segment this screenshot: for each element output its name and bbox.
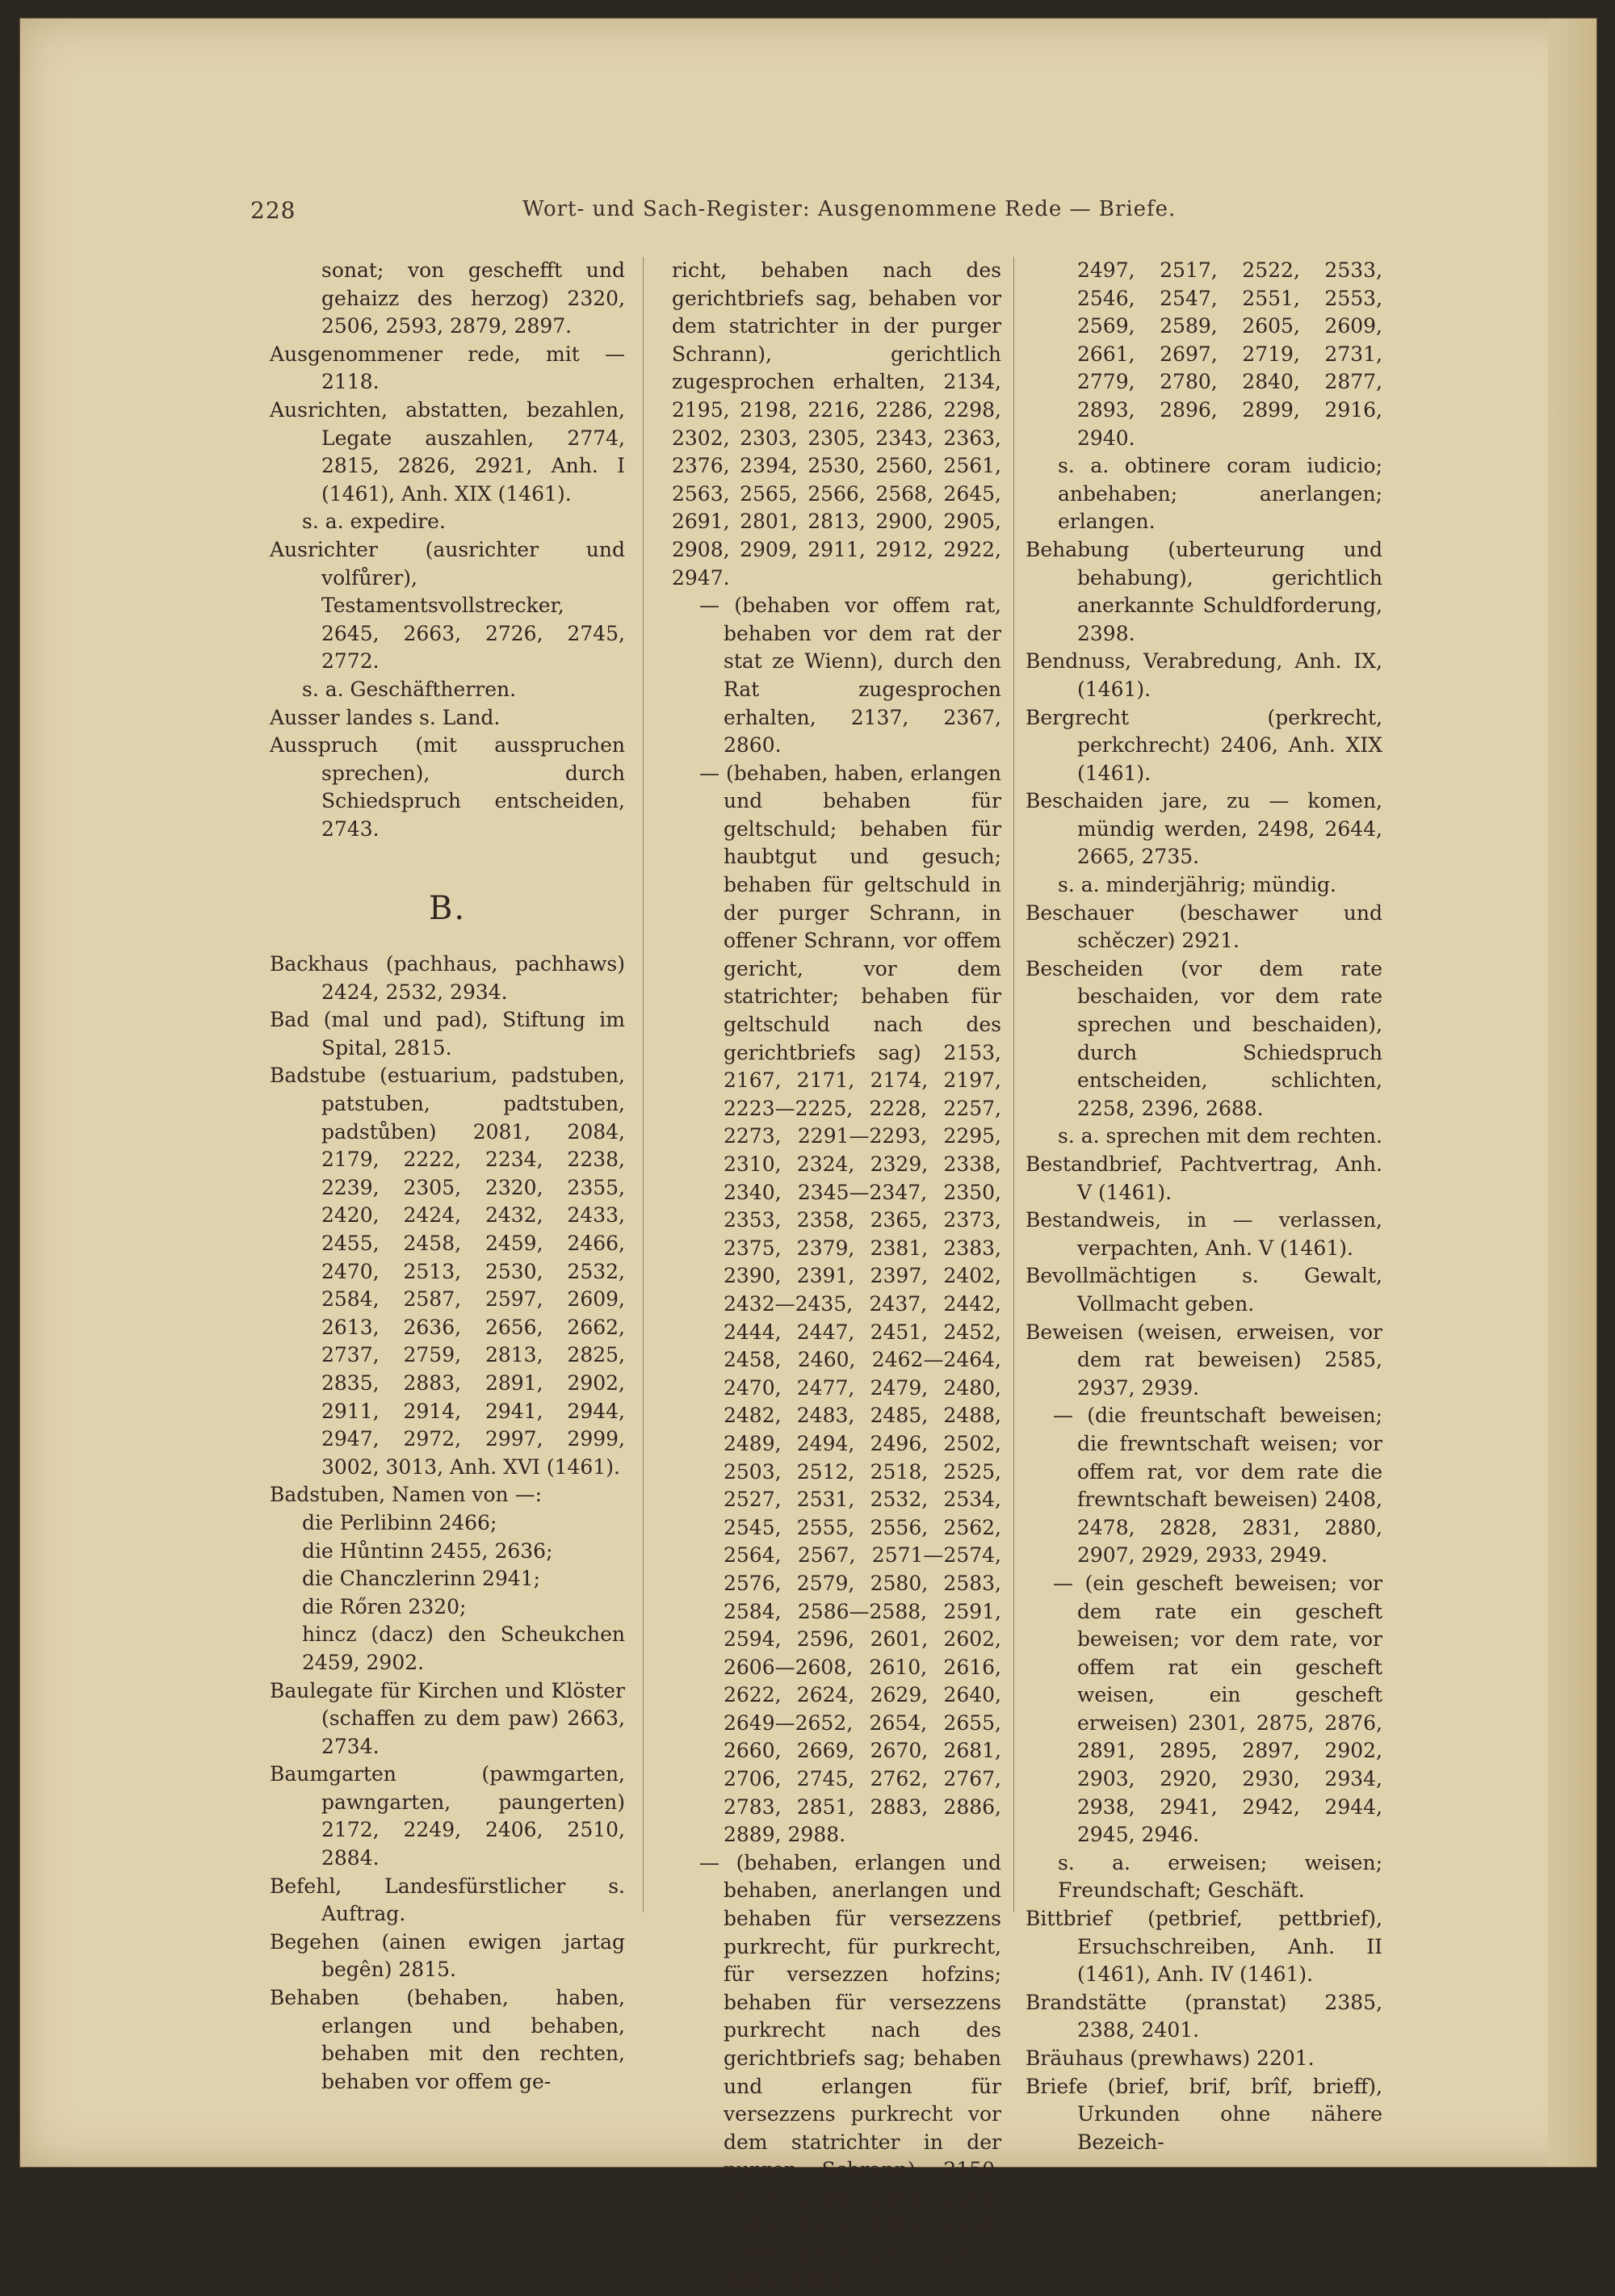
index-subentry: — (behaben vor offem rat, behaben vor dem rat der stat ze Wienn), durch den Rat zugesprochen erhalten, 2137, 2367, 2860.: [699, 594, 1001, 758]
index-subentry: die Rőren 2320;: [302, 1594, 467, 1618]
index-entry: Badstube (estuarium, padstuben, patstuben, padtstuben, padstůben) 2081, 2084, 2179, 2222, 2234, 2238, 2239, 2305, 2320, 2355, 2420, 2424, 2432, 2433, 2455, 2458, 2459, 2466, 2470, 2513, 2530, 2532, 2584, 2587, 2597, 2609, 2613, 2636, 2656, 2662, 2737, 2759, 2813, 2825, 2835, 2883, 2891, 2902, 2911, 2914, 2941, 2944, 2947, 2972, 2997, 2999, 3002, 3013, Anh. XVI (1461).: [270, 1064, 625, 1479]
index-column-3: [1026, 257, 1382, 2156]
index-entry: Badstuben, Namen von —:: [270, 1483, 543, 1507]
index-entry: Beschauer (beschawer und schěczer) 2921.: [1026, 900, 1382, 953]
index-subentry: — (ein gescheft beweisen; vor dem rate ein gescheft beweisen; vor dem rate, vor offem rat ein gescheft weisen, ein gescheft erweisen) 2301, 2875, 2876, 2891, 2895, 2897, 2902, 2903, 2920, 2930, 2934, 2938, 2941, 2942, 2944, 2945, 2946.: [1053, 1571, 1382, 1847]
index-entry-continuation: richt, behaben nach des gerichtbriefs sag, behaben vor dem statrichter in der purger Schrann), gerichtlich zugesprochen erhalten, 2134, 2195, 2198, 2216, 2286, 2298, 2302, 2303, 2305, 2343, 2363, 2376, 2394, 2530, 2560, 2561, 2563, 2565, 2566, 2568, 2645, 2691, 2801, 2813, 2900, 2905, 2908, 2909, 2911, 2912, 2922, 2947.: [672, 258, 1001, 590]
index-entry: Behaben (behaben, haben, erlangen und behaben, behaben mit den rechten, behaben vor offem ge-: [270, 1986, 625, 2093]
index-entry: Beweisen (weisen, erweisen, vor dem rat beweisen) 2585, 2937, 2939.: [1026, 1320, 1382, 1400]
index-entry: Ausrichten, abstatten, bezahlen, Legate auszahlen, 2774, 2815, 2826, 2921, Anh. I (1461), Anh. XIX (1461).: [270, 397, 625, 506]
index-subentry: — (behaben, haben, erlangen und behaben für geltschuld; behaben für haubtgut und gesuch; behaben für geltschuld in der purger Schrann, in offener Schrann, vor offem gericht, vor dem statrichter; behaben für geltschuld nach des gerichtbriefs sag) 2153, 2167, 2171, 2174, 2197, 2223—2225, 2228, 2257, 2273, 2291—2293, 2295, 2310, 2324, 2329, 2338, 2340, 2345—2347, 2350, 2353, 2358, 2365, 2373, 2375, 2379, 2381, 2383, 2390, 2391, 2397, 2402, 2432—2435, 2437, 2442, 2444, 2447, 2451, 2452, 2458, 2460, 2462—2464, 2470, 2477, 2479, 2480, 2482, 2483, 2485, 2488, 2489, 2494, 2496, 2502, 2503, 2512, 2518, 2525, 2527, 2531, 2532, 2534, 2545, 2555, 2556, 2562, 2564, 2567, 2571—2574, 2576, 2579, 2580, 2583, 2584, 2586—2588, 2591, 2594, 2596, 2601, 2602, 2606—2608, 2610, 2616, 2622, 2624, 2629, 2640, 2649—2652, 2654, 2655, 2660, 2669, 2670, 2681, 2706, 2745, 2762, 2767, 2783, 2851, 2883, 2886, 2889, 2988.: [699, 761, 1001, 1847]
index-entry: Befehl, Landesfürstlicher s. Auftrag.: [270, 1874, 625, 1926]
index-entry: Bestandbrief, Pachtvertrag, Anh. V (1461).: [1026, 1152, 1382, 1204]
page-number: 228: [250, 197, 296, 224]
index-entry-continuation: sonat; von geschefft und gehaizz des herzog) 2320, 2506, 2593, 2879, 2897.: [321, 258, 625, 338]
index-entry: Backhaus (pachhaus, pachhaws) 2424, 2532, 2934.: [270, 952, 625, 1004]
index-entry: Baulegate für Kirchen und Klöster (schaffen zu dem paw) 2663, 2734.: [270, 1678, 625, 1758]
index-entry: Ausrichter (ausrichter und volfůrer), Testamentsvollstrecker, 2645, 2663, 2726, 2745, 2772.: [270, 537, 625, 674]
index-entry: Begehen (ainen ewigen jartag begên) 2815.: [270, 1929, 625, 1982]
index-subentry: die Chanczlerinn 2941;: [302, 1567, 541, 1591]
index-entry: Bevollmächtigen s. Gewalt, Vollmacht geben.: [1026, 1264, 1382, 1316]
see-also-note: s. a. sprechen mit dem rechten.: [1058, 1124, 1382, 1148]
index-entry: Brandstätte (pranstat) 2385, 2388, 2401.: [1026, 1990, 1382, 2042]
index-entry: Bescheiden (vor dem rate beschaiden, vor dem rate sprechen und beschaiden), durch Schiedspruch entscheiden, schlichten, 2258, 2396, 2688.: [1026, 956, 1382, 1120]
index-entry: Ausser landes s. Land.: [270, 705, 501, 729]
see-also-note: s. a. expedire.: [302, 510, 446, 534]
section-letter-heading: B.: [428, 890, 467, 928]
index-entry: Briefe (brief, brif, brîf, brieff), Urkunden ohne nähere Bezeich-: [1026, 2074, 1382, 2154]
column-rule-left: [643, 257, 644, 1912]
index-entry: Bittbrief (petbrief, pettbrief), Ersuchschreiben, Anh. II (1461), Anh. IV (1461).: [1026, 1907, 1382, 1987]
index-entry: Behabung (uberteurung und behabung), gerichtlich anerkannte Schuldforderung, 2398.: [1026, 537, 1382, 645]
index-entry: Ausspruch (mit ausspruchen sprechen), durch Schiedspruch entscheiden, 2743.: [270, 733, 625, 841]
index-entry: Bergrecht (perkrecht, perkchrecht) 2406, Anh. XIX (1461).: [1026, 705, 1382, 785]
column-rule-right: [1013, 257, 1014, 1912]
index-entry: Bestandweis, in — verlassen, verpachten, Anh. V (1461).: [1026, 1208, 1382, 1260]
see-also-note: s. a. erweisen; weisen; Freundschaft; Geschäft.: [1058, 1850, 1382, 1903]
page-edge: [1548, 19, 1596, 2167]
index-column-1: [270, 257, 625, 2096]
running-title: Wort- und Sach-Register: Ausgenommene Rede — Briefe.: [522, 197, 1177, 221]
index-entry: Baumgarten (pawmgarten, pawngarten, paungerten) 2172, 2249, 2406, 2510, 2884.: [270, 1762, 625, 1870]
see-also-note: s. a. Geschäftherren.: [302, 677, 517, 701]
index-entry: Bräuhaus (prewhaws) 2201.: [1026, 2046, 1315, 2070]
index-subentry: die Perlibinn 2466;: [302, 1510, 497, 1534]
index-subentry: die Hůntinn 2455, 2636;: [302, 1538, 553, 1563]
index-subentry: — (die freuntschaft beweisen; die frewntschaft weisen; vor offem rat, vor dem rate die frewntschaft beweisen) 2408, 2478, 2828, 2831, 2880, 2907, 2929, 2933, 2949.: [1053, 1404, 1382, 1568]
index-entry: Beschaiden jare, zu — komen, mündig werden, 2498, 2644, 2665, 2735.: [1026, 789, 1382, 869]
index-entry: Bad (mal und pad), Stiftung im Spital, 2815.: [270, 1008, 625, 1060]
index-entry: Ausgenommener rede, mit — 2118.: [270, 342, 625, 394]
index-entry-continuation: 2497, 2517, 2522, 2533, 2546, 2547, 2551, 2553, 2569, 2589, 2605, 2609, 2661, 2697, 2719, 2731, 2779, 2780, 2840, 2877, 2893, 2896, 2899, 2916, 2940.: [1077, 258, 1382, 450]
index-subentry: — (behaben, erlangen und behaben, anerlangen und behaben für versezzens purkrecht, für purkrecht, für versezzen hofzins; behaben für versezzens purkrecht nach des gerichtbriefs sag; behaben und erlangen für versezzens purkrecht vor dem statrichter in der purger Schrann) 2150, 2173, 2184, 2213, 2264, 2309, 2315, 2316, 2354, 2369, 2372, 2377, 2453, 2491, 2493,: [699, 1850, 1001, 2294]
index-entry: Bendnuss, Verabredung, Anh. IX, (1461).: [1026, 649, 1382, 701]
index-column-2: [672, 257, 1001, 2296]
see-also-note: s. a. minderjährig; mündig.: [1058, 873, 1337, 897]
index-subentry: hincz (dacz) den Scheukchen 2459, 2902.: [302, 1622, 625, 1674]
see-also-note: s. a. obtinere coram iudicio; anbehaben; anerlangen; erlangen.: [1058, 454, 1382, 534]
